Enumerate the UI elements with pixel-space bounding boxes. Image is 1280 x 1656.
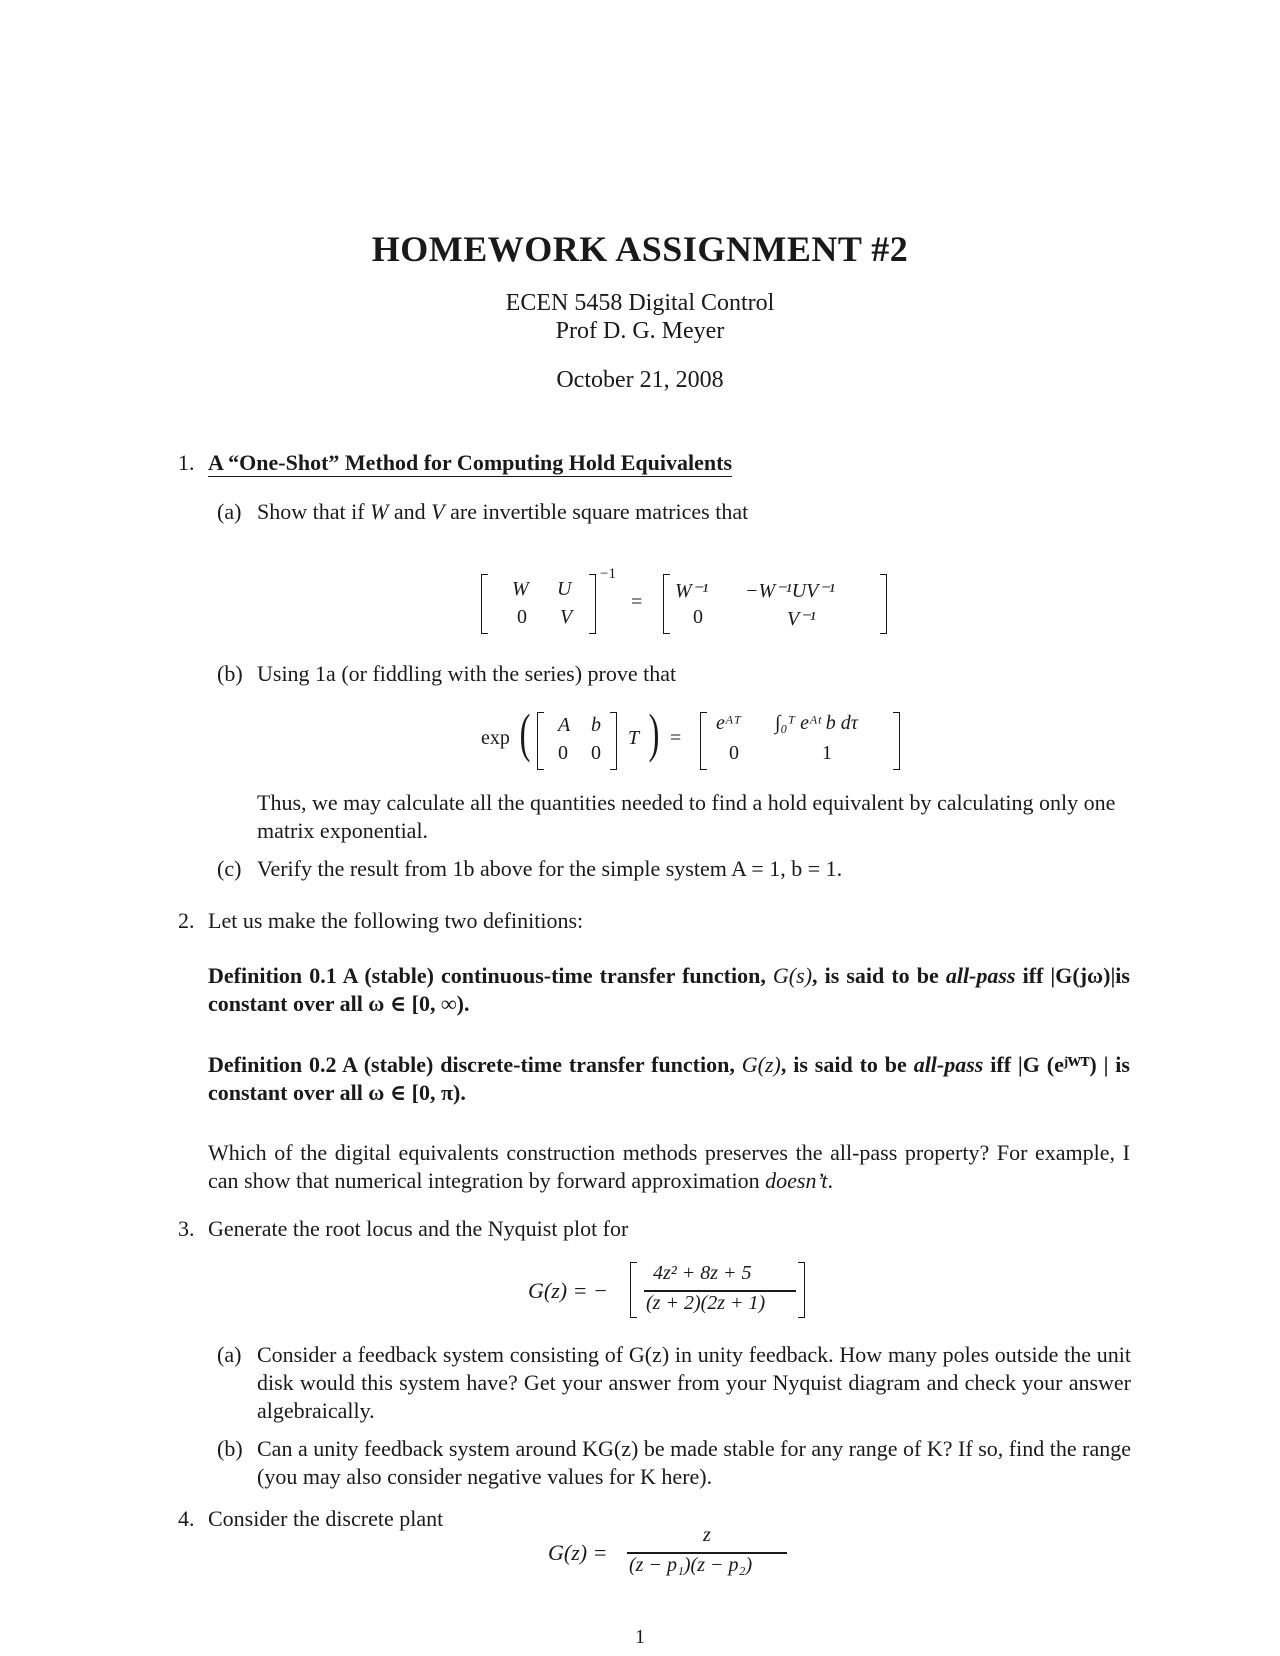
problem-1-number: 1. — [178, 450, 195, 475]
problem-1a-label: (a) — [217, 499, 242, 524]
definition-0-2: Definition 0.2 A (stable) discrete-time transfer function, G(z), is said to be all-pass iff |G (eʲᵂᵀ) | is constant over all ω ∈ [0, π). — [208, 1052, 1130, 1105]
page-title: HOMEWORK ASSIGNMENT #2 — [371, 229, 909, 269]
problem-3a-label: (a) — [217, 1342, 242, 1367]
definition-0-1: Definition 0.1 A (stable) continuous-time transfer function, G(s), is said to be all-pass iff |G(jω)|is constant over all ω ∈ [0, ∞). — [208, 963, 1130, 1016]
problem-2-number: 2. — [178, 908, 195, 933]
problem-1c-text: Verify the result from 1b above for the simple system A = 1, b = 1. — [257, 856, 843, 881]
problem-1-title: A “One-Shot” Method for Computing Hold Equivalents — [208, 450, 733, 475]
problem-2-intro: Let us make the following two definitions: — [208, 908, 584, 933]
problem-3b-text: Can a unity feedback system around KG(z) be made stable for any range of K? If so, find the range (you may also consider negative values for K here). — [257, 1436, 1131, 1489]
professor-name: Prof D. G. Meyer — [555, 318, 725, 344]
problem-1b-note: Thus, we may calculate all the quantities needed to find a hold equivalent by calculating only one matrix exponential. — [257, 790, 1116, 843]
problem-1a-text: Show that if W and V are invertible square matrices that — [257, 499, 749, 524]
problem-1b-text: Using 1a (or fiddling with the series) prove that — [257, 661, 677, 686]
problem-3-intro: Generate the root locus and the Nyquist plot for — [208, 1216, 629, 1241]
problem-3a-text: Consider a feedback system consisting of G(z) in unity feedback. How many poles outside the unit disk would this system have? Get your answer from your Nyquist diagram and check your answer algebraically. — [257, 1342, 1131, 1423]
page-number: 1 — [635, 1626, 645, 1648]
problem-1c-label: (c) — [217, 856, 242, 881]
problem-4-number: 4. — [178, 1506, 195, 1531]
date: October 21, 2008 — [556, 367, 724, 393]
problem-4-intro: Consider the discrete plant — [208, 1506, 444, 1531]
problem-2-question: Which of the digital equivalents construction methods preserves the all-pass property? For example, I can show that numerical integration by forward approximation doesn’t. — [208, 1140, 1130, 1193]
course-name: ECEN 5458 Digital Control — [505, 290, 775, 316]
problem-3b-label: (b) — [217, 1436, 243, 1461]
problem-3-number: 3. — [178, 1216, 195, 1241]
problem-1b-label: (b) — [217, 661, 243, 686]
